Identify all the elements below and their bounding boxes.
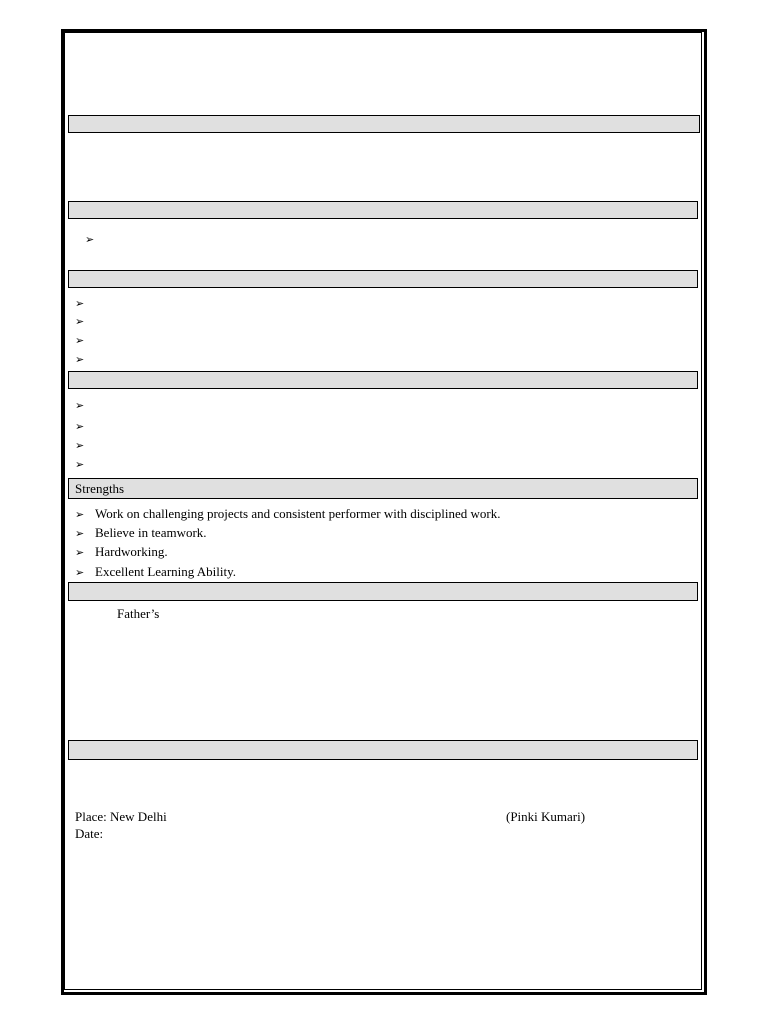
arrow-bullet-icon: ➢ xyxy=(75,399,85,412)
arrow-bullet-icon: ➢ xyxy=(75,546,85,559)
arrow-bullet-icon: ➢ xyxy=(85,233,95,246)
strength-item: Work on challenging projects and consistent performer with disciplined work. xyxy=(95,506,501,521)
section-bar-6 xyxy=(68,582,698,601)
strengths-heading-bar xyxy=(68,478,698,499)
strength-item: Believe in teamwork. xyxy=(95,525,207,540)
section-bar-4 xyxy=(68,371,698,389)
place-label: Place: New Delhi xyxy=(75,809,167,824)
arrow-bullet-icon: ➢ xyxy=(75,566,85,579)
arrow-bullet-icon: ➢ xyxy=(75,420,85,433)
strength-item: Hardworking. xyxy=(95,544,168,559)
arrow-bullet-icon: ➢ xyxy=(75,508,85,521)
arrow-bullet-icon: ➢ xyxy=(75,439,85,452)
section-bar-7 xyxy=(68,740,698,760)
signature-name: (Pinki Kumari) xyxy=(506,809,586,824)
strengths-heading: Strengths xyxy=(75,481,125,496)
date-label: Date: xyxy=(75,826,104,841)
section-bar-2 xyxy=(68,201,698,219)
strength-item: Excellent Learning Ability. xyxy=(95,564,237,579)
arrow-bullet-icon: ➢ xyxy=(75,353,85,366)
arrow-bullet-icon: ➢ xyxy=(75,527,85,540)
arrow-bullet-icon: ➢ xyxy=(75,297,85,310)
section-bar-3 xyxy=(68,270,698,288)
arrow-bullet-icon: ➢ xyxy=(75,458,85,471)
arrow-bullet-icon: ➢ xyxy=(75,315,85,328)
section-bar-1 xyxy=(68,115,700,133)
arrow-bullet-icon: ➢ xyxy=(75,334,85,347)
fathers-label: Father’s xyxy=(117,606,160,621)
